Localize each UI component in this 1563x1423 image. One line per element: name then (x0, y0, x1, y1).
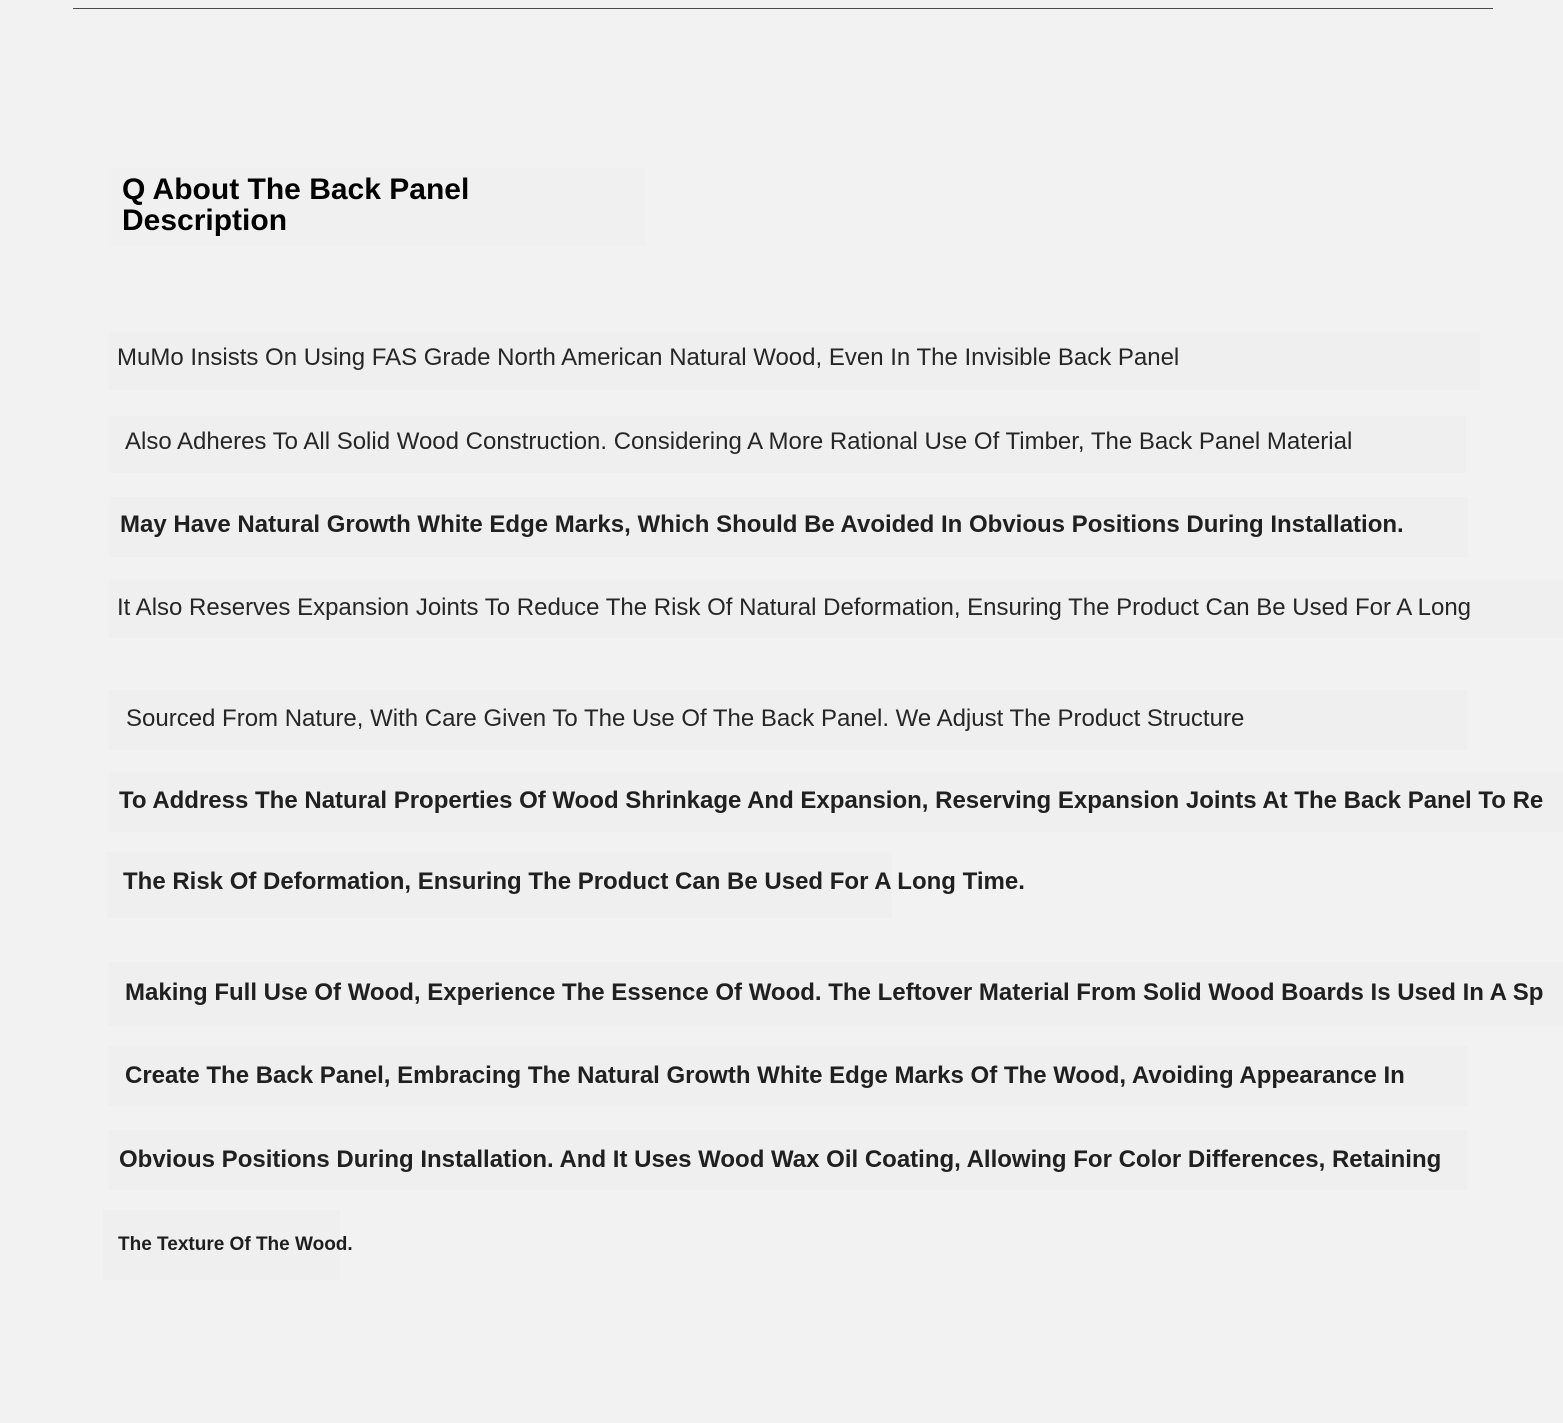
paragraph-3-line-4: The Texture Of The Wood. (103, 1210, 340, 1280)
paragraph-3-line-3: Obvious Positions During Installation. And It Uses Wood Wax Oil Coating, Allowing For Color Differences, Retaining (109, 1130, 1467, 1190)
paragraph-1-line-3: May Have Natural Growth White Edge Marks, Which Should Be Avoided In Obvious Positions During Installation. (109, 497, 1468, 557)
paragraph-1-line-2: Also Adheres To All Solid Wood Construction. Considering A More Rational Use Of Timber, The Back Panel Material (109, 416, 1466, 473)
paragraph-2-line-1: Sourced From Nature, With Care Given To The Use Of The Back Panel. We Adjust The Product Structure (109, 690, 1467, 750)
paragraph-3-line-2: Create The Back Panel, Embracing The Natural Growth White Edge Marks Of The Wood, Avoiding Appearance In (109, 1046, 1467, 1106)
paragraph-3-line-1: Making Full Use Of Wood, Experience The Essence Of Wood. The Leftover Material From Solid Wood Boards Is Used In A Sp (109, 962, 1563, 1026)
paragraph-2-line-2: To Address The Natural Properties Of Wood Shrinkage And Expansion, Reserving Expansion Joints At The Back Panel To Re (109, 772, 1563, 832)
paragraph-1-line-4: It Also Reserves Expansion Joints To Reduce The Risk Of Natural Deformation, Ensuring The Product Can Be Used For A Long (109, 580, 1563, 638)
section-heading: Q About The Back Panel Description (122, 173, 470, 237)
paragraph-2-line-3: The Risk Of Deformation, Ensuring The Product Can Be Used For A Long Time. (107, 852, 892, 918)
paragraph-1-line-1: MuMo Insists On Using FAS Grade North American Natural Wood, Even In The Invisible Back Panel (109, 332, 1480, 390)
top-divider (73, 8, 1493, 9)
